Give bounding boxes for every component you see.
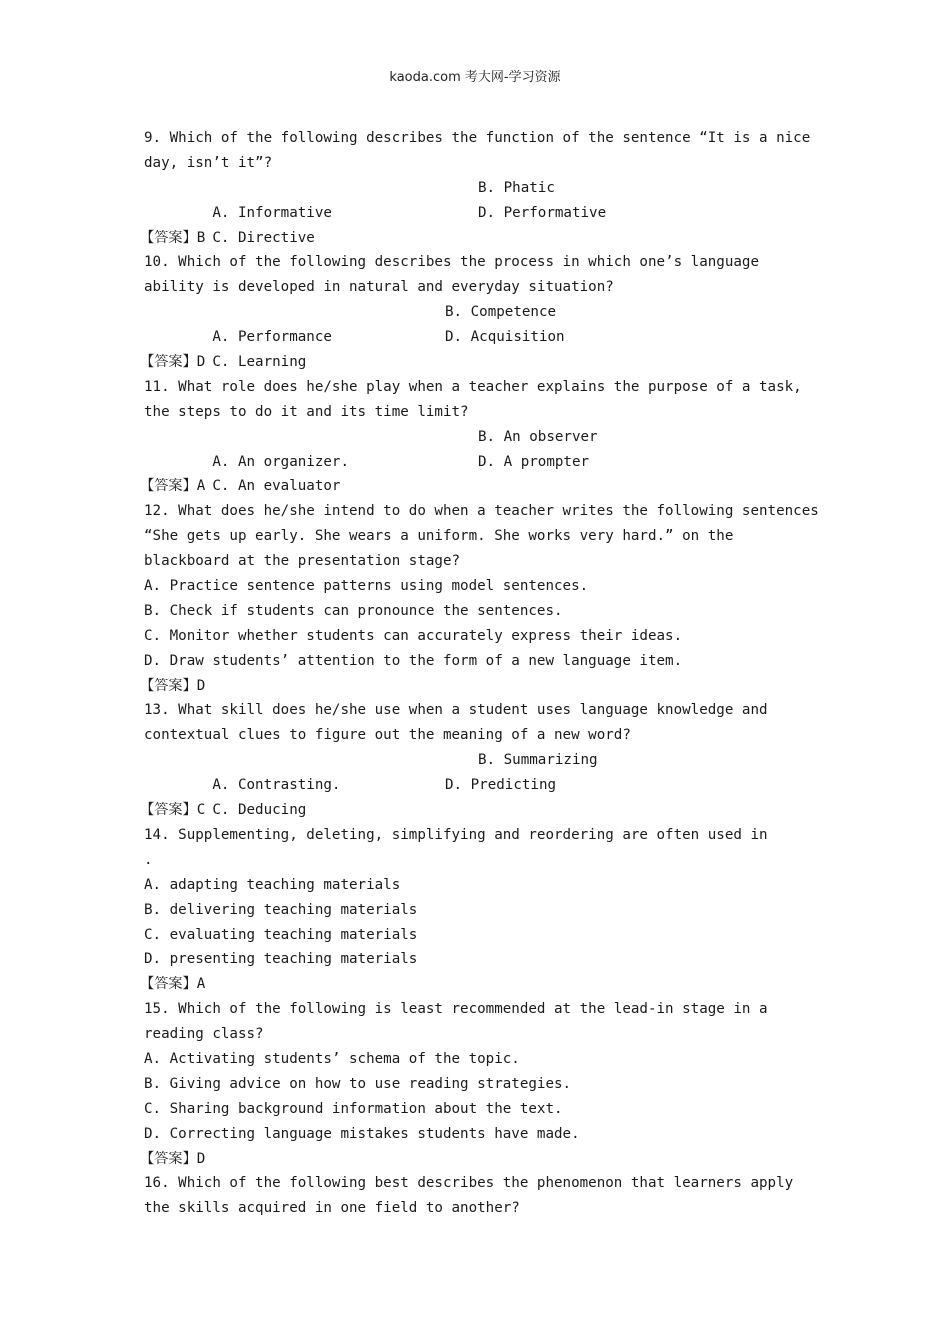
option-c: C. Sharing background information about the text. bbox=[144, 1100, 563, 1117]
option-b: B. Competence bbox=[445, 304, 557, 321]
option-b: B. Summarizing bbox=[478, 752, 598, 769]
question-stem-line: ability is developed in natural and everyday situation? bbox=[144, 279, 614, 296]
question-10 bbox=[140, 250, 824, 374]
option-d: D. Correcting language mistakes students have made. bbox=[144, 1125, 580, 1142]
option-c: C. Monitor whether students can accurately express their ideas. bbox=[144, 627, 683, 644]
question-15 bbox=[140, 997, 824, 1171]
answer-line: 【答案】D bbox=[140, 677, 206, 694]
option-c: C. evaluating teaching materials bbox=[144, 926, 418, 943]
option-c: C. Directive bbox=[212, 229, 315, 246]
question-stem-line: . bbox=[144, 851, 153, 868]
question-stem-line: day, isn’t it”? bbox=[144, 154, 273, 171]
option-d: D. Performative bbox=[478, 204, 607, 221]
question-9 bbox=[140, 126, 824, 250]
option-b: B. delivering teaching materials bbox=[144, 901, 418, 918]
question-stem-line: contextual clues to figure out the meaning of a new word? bbox=[144, 727, 631, 744]
answer-line: 【答案】C bbox=[140, 802, 206, 819]
question-stem-line: blackboard at the presentation stage? bbox=[144, 553, 461, 570]
question-stem-line: reading class? bbox=[144, 1026, 264, 1043]
option-a: A. Informative bbox=[212, 204, 332, 221]
option-d: D. Predicting bbox=[445, 777, 557, 794]
question-stem-line: “She gets up early. She wears a uniform. She works very hard.” on the bbox=[144, 528, 734, 545]
question-stem-line: 10. Which of the following describes the process in which one’s language bbox=[144, 254, 759, 271]
question-stem-line: 11. What role does he/she play when a teacher explains the purpose of a task, bbox=[144, 378, 802, 395]
option-b: B. Check if students can pronounce the sentences. bbox=[144, 602, 563, 619]
option-c: C. Deducing bbox=[212, 802, 307, 819]
option-b: B. Giving advice on how to use reading strategies. bbox=[144, 1075, 572, 1092]
answer-line: 【答案】B bbox=[140, 229, 206, 246]
answer-line: 【答案】D bbox=[140, 1150, 206, 1167]
option-d: D. A prompter bbox=[478, 453, 590, 470]
question-16 bbox=[144, 1171, 824, 1221]
option-d: D. Acquisition bbox=[445, 329, 565, 346]
page-header: kaoda.com 考大网-学习资源 bbox=[389, 70, 561, 85]
question-14 bbox=[140, 823, 824, 997]
question-stem-line: 12. What does he/she intend to do when a teacher writes the following sentences bbox=[144, 503, 819, 520]
option-a: A. Contrasting. bbox=[212, 777, 341, 794]
question-stem-line: 14. Supplementing, deleting, simplifying and reordering are often used in bbox=[144, 826, 768, 843]
question-stem-line: 16. Which of the following best describes the phenomenon that learners apply bbox=[144, 1175, 794, 1192]
question-stem-line: the skills acquired in one field to another? bbox=[144, 1200, 520, 1217]
option-c: C. An evaluator bbox=[212, 478, 341, 495]
question-list bbox=[140, 126, 824, 1221]
question-stem-line: 13. What skill does he/she use when a student uses language knowledge and bbox=[144, 702, 768, 719]
option-a: A. Practice sentence patterns using model sentences. bbox=[144, 578, 589, 595]
question-11 bbox=[140, 375, 824, 499]
answer-line: 【答案】A bbox=[140, 976, 206, 993]
answer-line: 【答案】D bbox=[140, 354, 206, 371]
option-b: B. An observer bbox=[478, 428, 598, 445]
answer-line: 【答案】A bbox=[140, 478, 206, 495]
option-a: A. adapting teaching materials bbox=[144, 876, 401, 893]
option-d: D. Draw students’ attention to the form of a new language item. bbox=[144, 652, 683, 669]
option-c: C. Learning bbox=[212, 354, 307, 371]
option-d: D. presenting teaching materials bbox=[144, 951, 418, 968]
option-b: B. Phatic bbox=[478, 179, 555, 196]
question-stem-line: 9. Which of the following describes the function of the sentence “It is a nice bbox=[144, 130, 811, 146]
option-a: A. Performance bbox=[212, 329, 332, 346]
option-a: A. An organizer. bbox=[212, 453, 350, 470]
question-13 bbox=[140, 698, 824, 822]
option-a: A. Activating students’ schema of the topic. bbox=[144, 1050, 520, 1067]
question-12 bbox=[140, 499, 824, 698]
question-stem-line: the steps to do it and its time limit? bbox=[144, 403, 469, 420]
question-stem-line: 15. Which of the following is least recommended at the lead-in stage in a bbox=[144, 1001, 768, 1018]
